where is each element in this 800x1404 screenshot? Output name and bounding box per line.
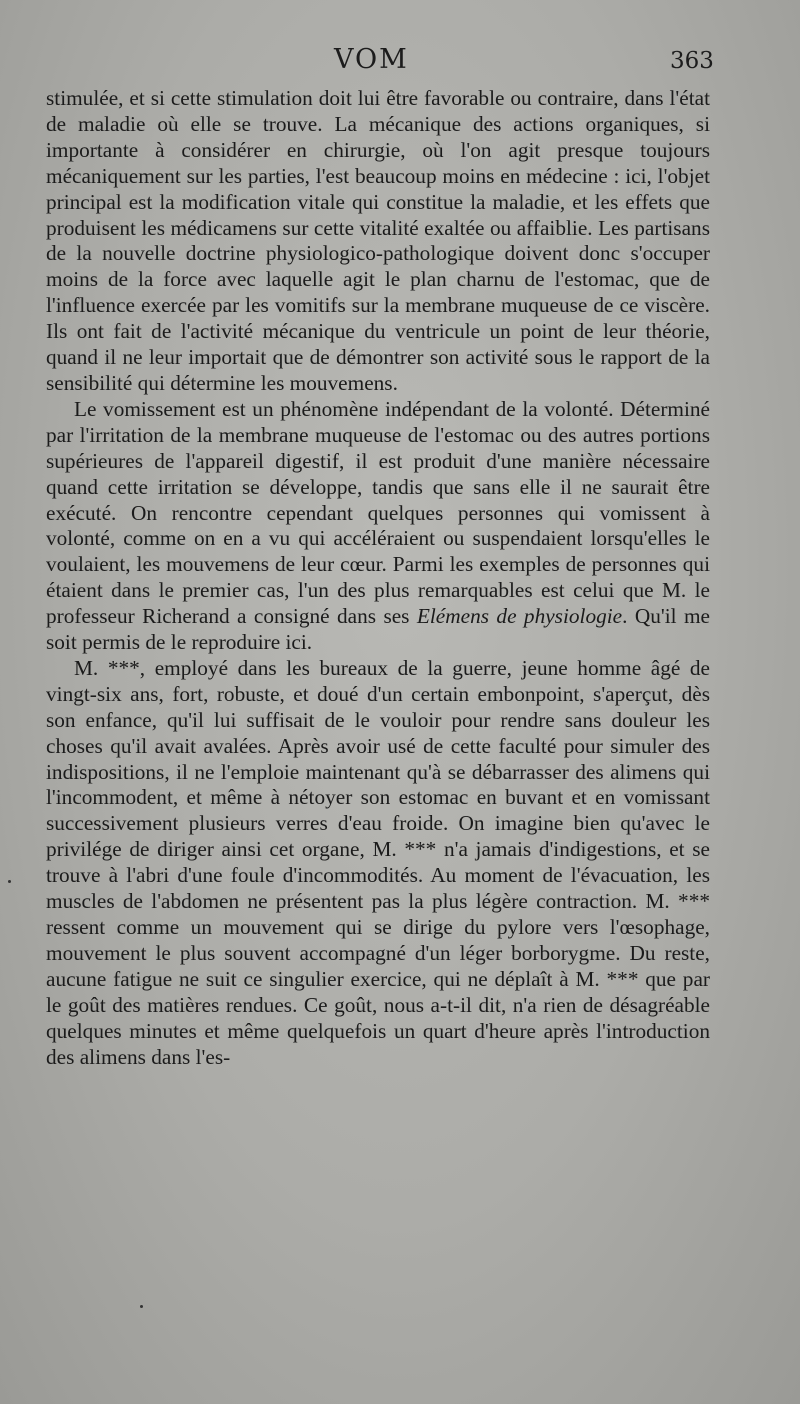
page-header xyxy=(0,44,800,84)
paragraph-2-text-before: Le vomissement est un phénomène indépendant de la volonté. Déterminé par l'irritation de la membrane muqueuse de l'estomac ou des autres portions supérieures de l'appareil digestif, il est produit d'une manière nécessaire quand cette irritation se développe, tandis que sans elle il ne saurait être exécuté. On rencontre cependant quelques personnes qui vomissent à volonté, comme on en a vu qui accéléraient ou suspendaient lorsqu'elles le voulaient, les mouvemens de leur cœur. Parmi les exemples de personnes qui étaient dans le premier cas, l'un des plus remarquables est celui que M. le professeur Richerand a consigné dans ses xyxy=(46,396,710,629)
margin-speck xyxy=(8,880,11,883)
paragraph-2-text-after: . Qu'il me soit permis de le reproduire ici. xyxy=(46,604,710,655)
paragraph-1: stimulée, et si cette stimulation doit lui être favorable ou contraire, dans l'état de maladie où elle se trouve. La mécanique des actions organiques, si importante à considérer en chirurgie, où l'on agit presque toujours mécaniquement sur les parties, l'est beaucoup moins en médecine : ici, l'objet principal est la modification vitale qui constitue la maladie, et les effets que produisent les médicamens sur cette vitalité exaltée ou affaiblie. Les partisans de la nouvelle doctrine physiologico-pathologique doivent donc s'occuper moins de la force avec laquelle agit le plan charnu de l'estomac, que de l'influence exercée par les vomitifs sur la membrane muqueuse de ce viscère. Ils ont fait de l'activité mécanique du ventricule un point de leur théorie, quand il ne leur importait que de démontrer son activité sous le rapport de la sensibilité qui détermine les mouvemens. xyxy=(46,86,710,395)
book-title-italic: Elémens de physiologie xyxy=(416,604,623,629)
margin-speck xyxy=(140,1305,143,1308)
paragraph-3: M. ***, employé dans les bureaux de la guerre, jeune homme âgé de vingt-six ans, fort, robuste, et doué d'un certain embonpoint, s'aperçut, dès son enfance, qu'il lui suffisait de le vouloir pour rendre sans douleur les choses qu'il avait avalées. Après avoir usé de cette faculté pour simuler des indispositions, il ne l'emploie maintenant qu'à se débarrasser des alimens qui l'incommodent, et même à nétoyer son estomac en buvant et en vomissant successivement plusieurs verres d'eau froide. On imagine bien qu'avec le privilége de diriger ainsi cet organe, M. *** n'a jamais d'indigestions, et se trouve à l'abri d'une foule d'incommodités. Au moment de l'évacuation, les muscles de l'abdomen ne présentent pas la plus légère contraction. M. *** ressent comme un mouvement qui se dirige du pylore vers l'œsophage, mouvement le plus souvent accompagné d'un léger borborygme. Du reste, aucune fatigue ne suit ce singulier exercice, qui ne déplaît à M. *** que par le goût des matières rendues. Ce goût, nous a-t-il dit, n'a rien de désagréable quelques minutes et même quelquefois un quart d'heure après l'introduction des alimens dans l'es- xyxy=(46,655,710,1069)
running-head: VOM xyxy=(334,44,409,75)
body-text xyxy=(46,86,710,1070)
paragraph-2 xyxy=(46,397,710,656)
page-number: 363 xyxy=(670,48,714,74)
